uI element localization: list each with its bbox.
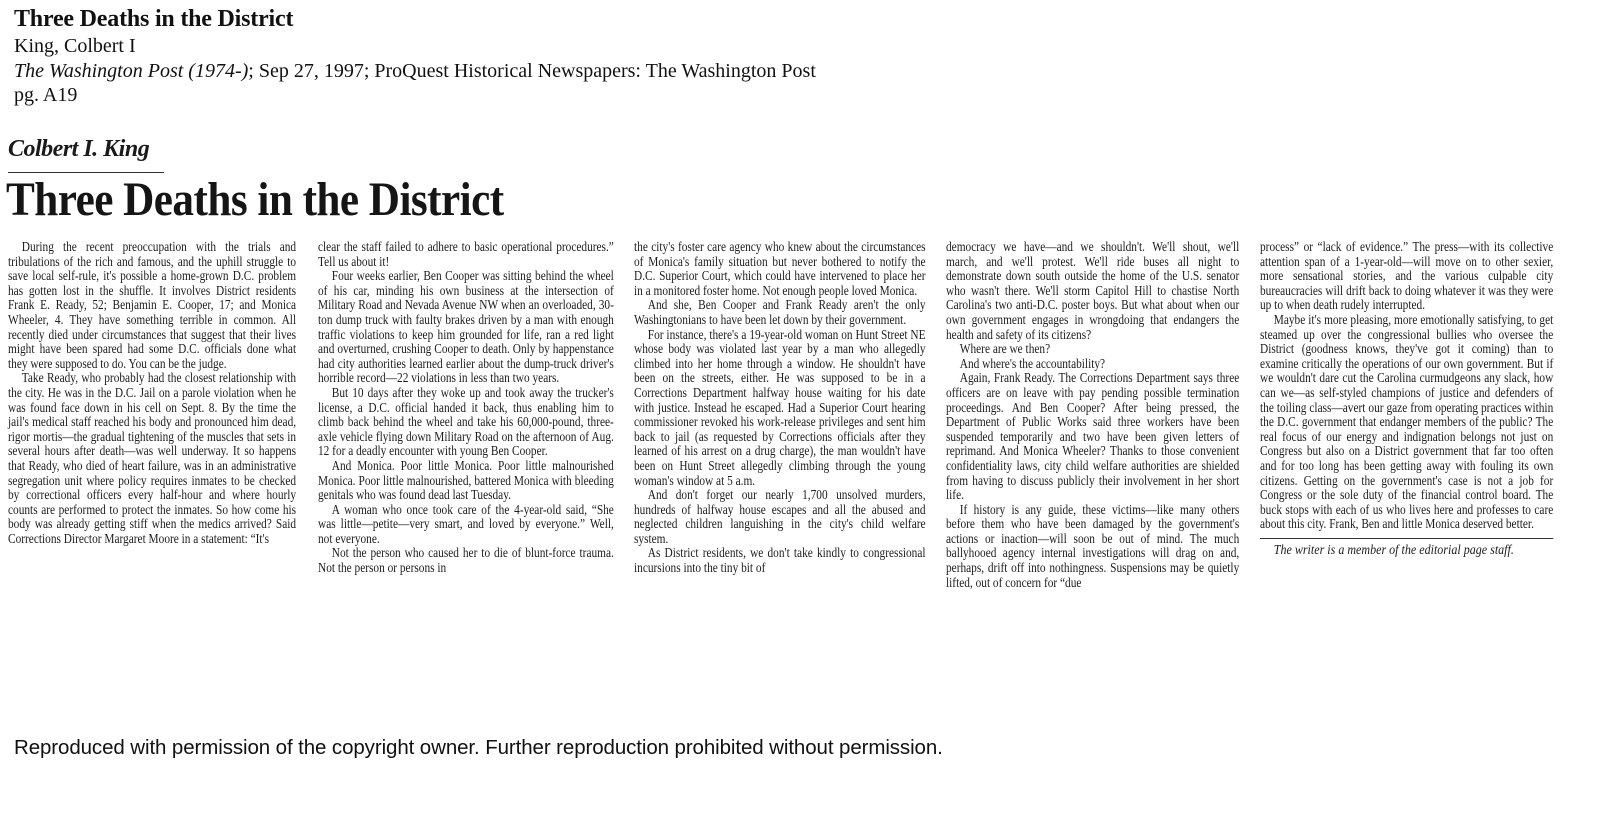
article-paragraph: democracy we have—and we shouldn't. We'll shout, we'll march, and we'll protest. We'll ride buses all night to demonstrate down south outside the home of the U.S. senator who wasn't there. We'll storm Capitol Hill to chastise North Carolina's two anti-D.C. poster boys. But what about when our own government engages in wrongdoing that endangers the health and safety of its citizens? — [946, 239, 1240, 342]
article-paragraph: But 10 days after they woke up and took away the trucker's license, a D.C. official handed it back, thus enabling him to climb back behind the wheel and take his 60,000-pound, three-axle vehicle flying down Military Road on the afternoon of Aug. 12 for a deadly encounter with young Ben Cooper. — [318, 384, 614, 459]
byline: Colbert I. King — [8, 136, 150, 162]
citation-publication: The Washington Post (1974-) — [14, 59, 249, 82]
citation-author: King, Colbert I — [14, 35, 136, 57]
article-paragraph: the city's foster care agency who knew about the circumstances of Monica's family situation but never bothered to notify the D.C. Superior Court, which could have intervened to place her in a monitored foster home. Not enough people loved Monica. — [634, 239, 926, 298]
citation-page: pg. A19 — [14, 84, 78, 106]
article-paragraph: Maybe it's more pleasing, more emotionally satisfying, to get steamed up over the congressional bullies who oversee the District (goodness knows, they've got it coming) than to examine critically the operations of our own government. But if we wouldn't dare cut the Carolina curmudgeons any slack, how can we—as self-styled champions of justice and defenders of the toiling class—avert our gaze from operating practices within the D.C. government that endanger members of the public? The real focus of our energy and indignation belongs not just on Congress but also on a District government that far too often and for too long has been getting away with fouling its own citizens. Getting on the government's case is not a job for Congress or the sole duty of the financial control board. The buck stops with each of us who lives here and professes to care about this city. Frank, Ben and little Monica deserved better. — [1260, 311, 1554, 532]
article-paragraph: Take Ready, who probably had the closest relationship with the city. He was in the D.C. Jail on a parole violation when he was found face down in his cell on Sept. 8. By the time the jail's medical staff reached his body and pronounced him dead, rigor mortis—the gradual tightening of the muscles that sets in several hours after death—was well underway. It so happens that Ready, who died of heart failure, was in an administrative segregation unit where policy requires inmates to be checked by correctional officers every half-hour and where hourly counts are performed to protect the inmates. So how come his body was already getting stiff when the medics arrived? Said Corrections Director Margaret Moore in a statement: “It's — [8, 370, 297, 546]
citation-header — [14, 4, 816, 108]
article-paragraph: For instance, there's a 19-year-old woman on Hunt Street NE whose body was violated last year by a man who allegedly climbed into her home through a window. He shouldn't have been on the streets, either. He was supposed to be in a Corrections Department halfway house waiting for his date with justice. Instead he escaped. Had a Superior Court hearing commissioner revoked his work-release privileges and sent him back to jail (as requested by Corrections officials after they learned of his arrest on a drug charge), the man wouldn't have been on Hunt Street allegedly climbing through the young woman's window at 5 a.m. — [634, 326, 926, 488]
citation-source — [14, 59, 816, 84]
article-column-3 — [634, 240, 926, 576]
article-column-2 — [318, 240, 614, 576]
article-paragraph: Four weeks earlier, Ben Cooper was sitting behind the wheel of his car, minding his own business at the intersection of Military Road and Nevada Avenue NW when an overloaded, 30-ton dump truck with faulty brakes driven by a man with enough traffic violations to keep him grounded for life, ran a red light and overturned, crushing Cooper to death. Only by happenstance had city authorities learned earlier about the dump-truck driver's horrible record—22 violations in less than two years. — [318, 268, 614, 386]
article-paragraph: clear the staff failed to adhere to basic operational procedures.” Tell us about it! — [318, 239, 614, 269]
article-paragraph: Not the person who caused her to die of blunt-force trauma. Not the person or persons in — [318, 545, 614, 576]
copyright-notice: Reproduced with permission of the copyright owner. Further reproduction prohibited without permission. — [14, 736, 943, 759]
citation-source-details: ; Sep 27, 1997; ProQuest Historical Newspapers: The Washington Post — [248, 59, 816, 82]
article-paragraph: As District residents, we don't take kindly to congressional incursions into the tiny bit of — [634, 545, 926, 576]
article-column-4 — [946, 240, 1239, 590]
article-paragraph: process” or “lack of evidence.” The press—with its collective attention span of a 1-year-old—will move on to other sexier, more sensational stories, and the various culpable city bureaucracies will drift back to doing whatever it was they were up to when death rudely interrupted. — [1260, 239, 1554, 313]
article-paragraph: And don't forget our nearly 1,700 unsolved murders, hundreds of halfway house escapes and all the abused and neglected children languishing in the city's child welfare system. — [634, 487, 926, 546]
article-paragraph: If history is any guide, these victims—like many others before them who have been damaged by the government's actions or inaction—will soon be out of mind. The much ballyhooed agency internal investigations will drag on and, perhaps, drift off into nothingness. Suspensions may be quietly lifted, out of concern for “due — [946, 501, 1240, 590]
article-paragraph: Again, Frank Ready. The Corrections Department says three officers are on leave with pay pending possible termination proceedings. And Ben Cooper? After being pressed, the Department of Public Works said three workers have been suspended temporarily and two have been given letters of reprimand. And Monica Wheeler? Thanks to those convenient confidentiality laws, city child welfare authorities are shielded from having to discuss publicly their involvement in her short life. — [946, 370, 1240, 503]
article-paragraph: A woman who once took care of the 4-year-old said, “She was little—petite—very smart, and loved by everyone.” Well, not everyone. — [318, 501, 614, 546]
article-column-1 — [8, 240, 296, 546]
headline: Three Deaths in the District — [6, 173, 504, 226]
article-paragraph: During the recent preoccupation with the trials and tribulations of the rich and famous, and the uphill struggle to save local self-rule, it's possible a home-grown D.C. problem has gotten lost in the shuffle. It involves District residents Frank E. Ready, 52; Benjamin E. Cooper, 17; and Monica Wheeler, 4. They have something terrible in common. All recently died under circumstances that suggest that their lives might have been spared had some D.C. officials done what they were supposed to do. You can be the judge. — [8, 239, 297, 371]
article-column-5 — [1260, 240, 1553, 559]
article-paragraph: And Monica. Poor little Monica. Poor little malnourished Monica. Poor little malnourished, battered Monica with bleeding genitals who was found dead last Tuesday. — [318, 457, 614, 503]
article-paragraph: And where's the accountability? — [959, 355, 1106, 371]
article-paragraph: And she, Ben Cooper and Frank Ready aren't the only Washingtonians to have been let down by their government. — [634, 297, 926, 327]
author-tagline: The writer is a member of the editorial page staff. — [1273, 542, 1514, 558]
tagline-rule — [1260, 538, 1553, 539]
article-paragraph: Where are we then? — [959, 341, 1051, 357]
citation-title: Three Deaths in the District — [14, 6, 294, 32]
